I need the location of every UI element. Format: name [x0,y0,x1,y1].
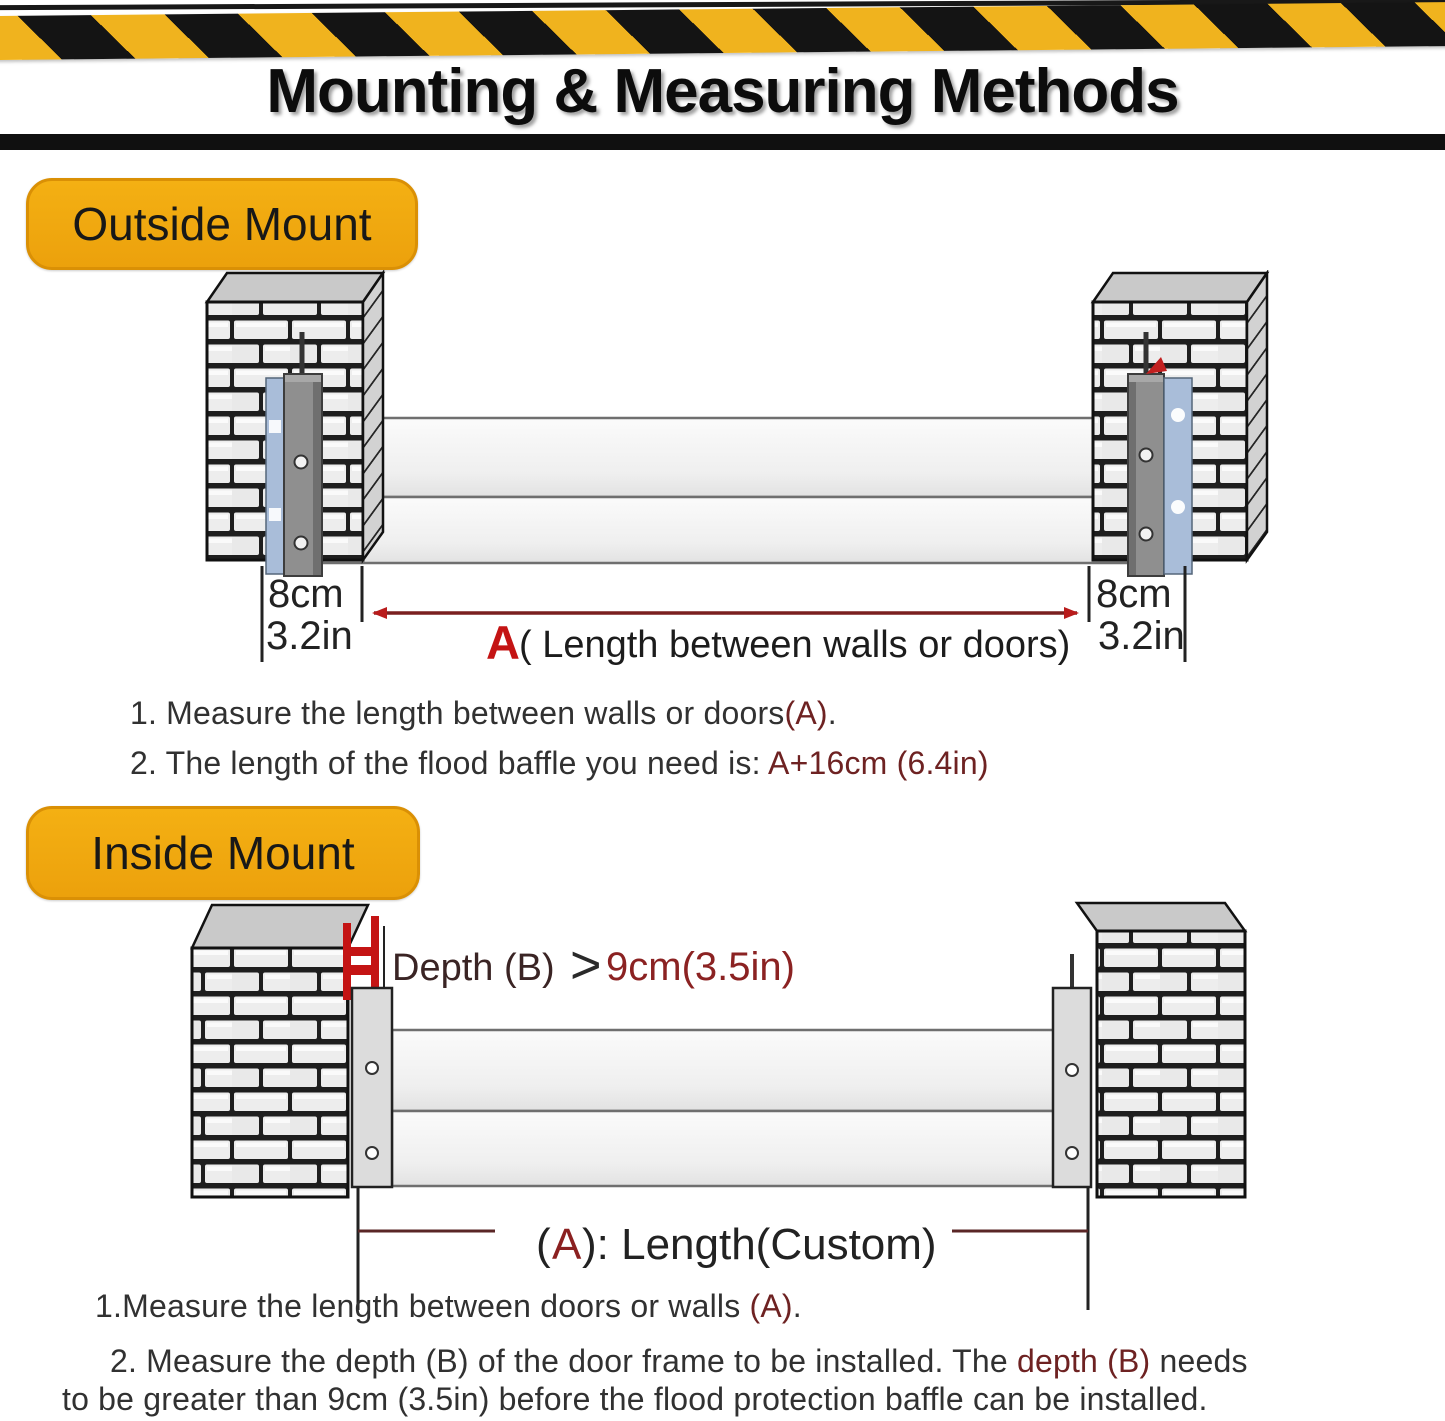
page-title: Mounting & Measuring Methods [266,57,1179,126]
measurement-annotations [262,566,1185,669]
right-gap-in: 3.2in [1098,614,1185,658]
length-label: ): Length(Custom) [582,1220,937,1269]
inside-mount-diagram [0,898,1445,1313]
outside-mount-diagram [0,270,1445,675]
right-pillar [1077,903,1245,1197]
span-label-text: ( Length between walls or doors) [519,624,1071,666]
step-highlight: (A) [784,695,828,731]
length-paren: ( [536,1220,551,1269]
screw-hole [295,456,308,469]
screw-hole [1066,1064,1078,1076]
flood-barrier-panels [322,418,1130,563]
depth-annotation [392,935,795,995]
step-text: needs [1150,1343,1248,1379]
step-highlight: depth (B) [1016,1343,1151,1379]
right-gap-cm: 8cm [1096,572,1172,616]
hazard-tape [0,2,1445,60]
flood-barrier-panels [392,1030,1054,1186]
length-a: A [552,1220,582,1269]
step-text: 2. Measure the depth (B) of the door frame to be installed. The [110,1343,1017,1379]
step-text: . [827,695,837,731]
left-gap-in: 3.2in [266,614,353,658]
left-mounting-channel [352,988,392,1187]
inside-step-1 [95,1288,802,1325]
step-highlight: A+16cm (6.4in) [768,745,989,781]
screw-hole [366,1147,378,1159]
inside-mount-badge: Inside Mount [26,806,420,900]
header-divider-bar [0,134,1445,150]
step-highlight: (A) [749,1288,793,1324]
screw-hole [1066,1147,1078,1159]
outside-step-2 [130,745,989,782]
inside-step-2-line-1 [110,1343,1248,1380]
depth-label: Depth (B) [392,947,555,989]
step-text: to be greater than 9cm (3.5in) before the flood protection baffle can be installed. [62,1381,1208,1417]
greater-than-sign: > [570,935,602,995]
depth-value: 9cm(3.5in) [606,945,795,989]
step-text: . [792,1288,802,1324]
inside-step-2-line-2 [62,1381,1208,1418]
step-text: 1. Measure the length between walls or doors [130,695,785,731]
screw-hole [1140,449,1153,462]
outside-mount-badge: Outside Mount [26,178,418,270]
left-gap-cm: 8cm [268,572,344,616]
screw-hole [366,1062,378,1074]
screw-hole [1140,528,1153,541]
left-pillar [192,905,368,1197]
right-mounting-channel [1053,954,1091,1187]
screw-hole [295,537,308,550]
outside-step-1 [130,695,837,732]
step-text: 2. The length of the flood baffle you need is: [130,745,769,781]
span-label-a: A [486,616,520,669]
step-text: 1.Measure the length between doors or walls [95,1288,750,1324]
